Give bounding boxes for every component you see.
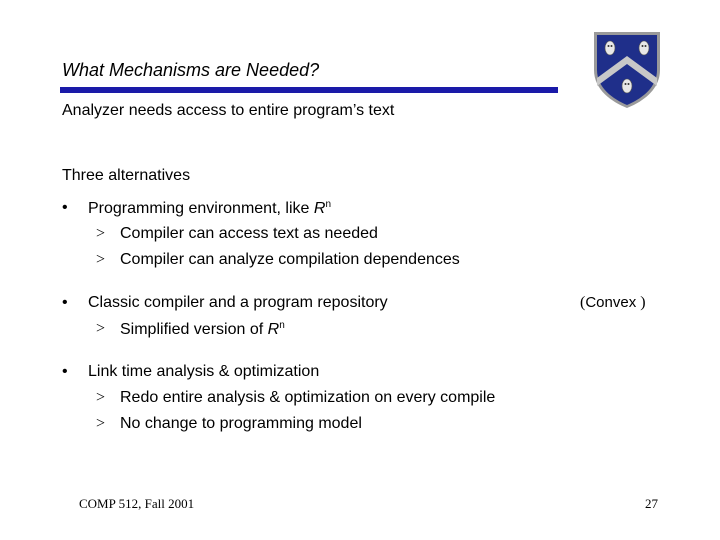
sub-marker: > <box>96 225 106 242</box>
alternatives-heading: Three alternatives <box>62 167 191 184</box>
sub-item-label: Simplified version of <box>120 321 268 338</box>
sub-item-text <box>120 320 285 339</box>
sub-item-text: Compiler can analyze compilation dependences <box>120 251 460 268</box>
paren-close: ) <box>636 294 646 311</box>
bullet-marker: • <box>62 294 68 311</box>
side-note-convex <box>580 294 646 312</box>
bullet-marker: • <box>62 363 68 380</box>
sub-marker: > <box>96 389 106 406</box>
bullet-programming-environment <box>88 199 331 218</box>
r-symbol: R <box>313 200 326 217</box>
bullet-marker: • <box>62 199 68 216</box>
r-symbol: R <box>267 321 280 338</box>
title-underline <box>60 87 558 93</box>
bullet-link-time: Link time analysis & optimization <box>88 363 320 380</box>
sub-item-text: Redo entire analysis & optimization on every compile <box>120 389 496 406</box>
paren-open: ( <box>580 294 586 311</box>
page-number: 27 <box>645 496 658 511</box>
sub-item-text: Compiler can access text as needed <box>120 225 378 242</box>
footer-course: COMP 512, Fall 2001 <box>79 496 195 511</box>
sub-item-text: No change to programming model <box>120 415 362 432</box>
intro-text: Analyzer needs access to entire program’s text <box>62 102 395 119</box>
bullet-classic-compiler: Classic compiler and a program repository <box>88 294 388 311</box>
sub-marker: > <box>96 251 106 268</box>
superscript: n <box>325 199 331 210</box>
rice-crest-icon <box>590 30 664 110</box>
sub-marker: > <box>96 415 106 432</box>
sub-marker: > <box>96 320 106 337</box>
slide-title: What Mechanisms are Needed? <box>62 60 320 80</box>
superscript: n <box>279 320 285 331</box>
side-note-text: Convex <box>585 294 637 311</box>
bullet-text: Programming environment, like <box>88 200 314 217</box>
